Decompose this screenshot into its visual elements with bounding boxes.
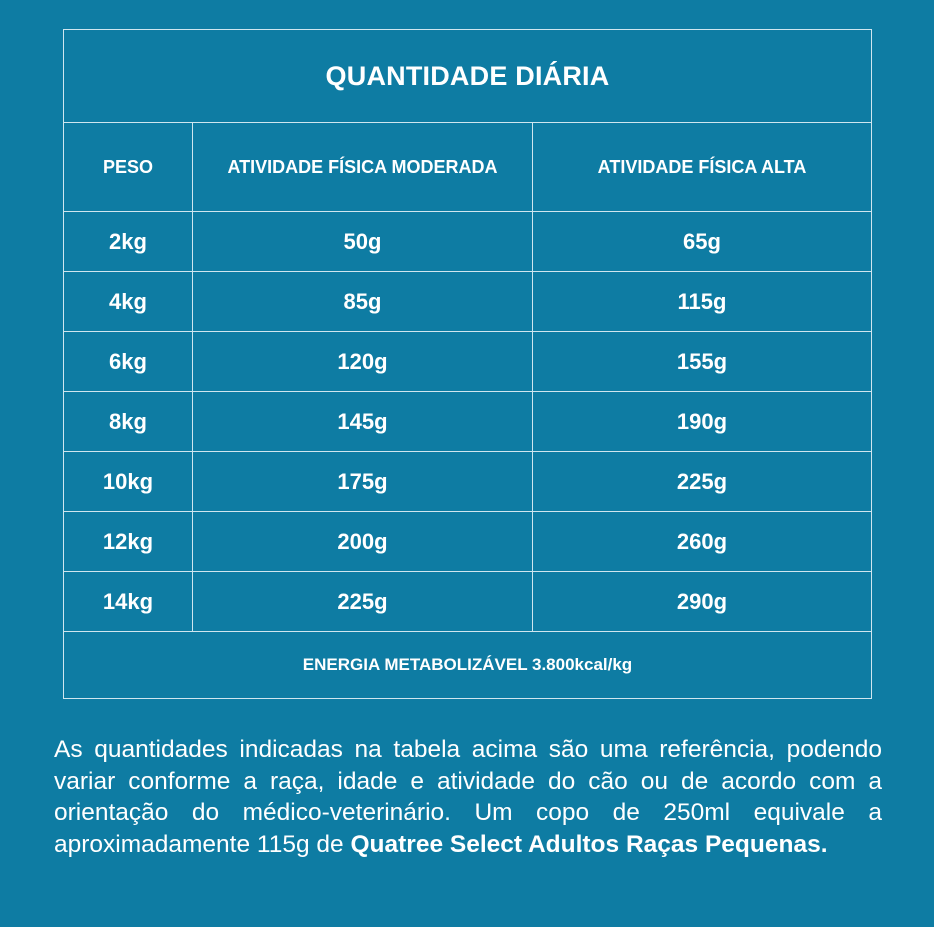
table-row — [64, 512, 872, 572]
table-row — [64, 332, 872, 392]
header-weight: PESO — [64, 123, 193, 212]
daily-quantity-table — [63, 29, 872, 699]
cell-weight: 10kg — [64, 452, 193, 512]
feeding-note — [54, 734, 882, 860]
cell-high: 65g — [533, 212, 872, 272]
cell-high: 190g — [533, 392, 872, 452]
cell-high: 155g — [533, 332, 872, 392]
cell-moderate: 145g — [193, 392, 533, 452]
header-high-activity: ATIVIDADE FÍSICA ALTA — [533, 123, 872, 212]
cell-moderate: 120g — [193, 332, 533, 392]
header-moderate-activity: ATIVIDADE FÍSICA MODERADA — [193, 123, 533, 212]
table-row — [64, 392, 872, 452]
cell-weight: 2kg — [64, 212, 193, 272]
cell-moderate: 50g — [193, 212, 533, 272]
table-row — [64, 452, 872, 512]
metabolizable-energy: ENERGIA METABOLIZÁVEL 3.800kcal/kg — [64, 632, 872, 699]
table-footer-row — [64, 632, 872, 699]
cell-moderate: 225g — [193, 572, 533, 632]
cell-weight: 12kg — [64, 512, 193, 572]
note-text: As quantidades indicadas na tabela acima são uma referência, podendo variar conforme a raça, idade e atividade do cão ou de acordo com a orientação do médico-veterinário. Um copo de 250ml equivale a aproximadamente 115g de — [54, 736, 882, 858]
cell-high: 115g — [533, 272, 872, 332]
cell-weight: 8kg — [64, 392, 193, 452]
table-title-row — [64, 30, 872, 123]
product-name: Quatree Select Adultos Raças Pequenas. — [350, 830, 828, 858]
cell-moderate: 175g — [193, 452, 533, 512]
feeding-table-container — [63, 29, 871, 699]
cell-moderate: 200g — [193, 512, 533, 572]
cell-high: 290g — [533, 572, 872, 632]
cell-weight: 14kg — [64, 572, 193, 632]
cell-weight: 4kg — [64, 272, 193, 332]
table-row — [64, 272, 872, 332]
table-row — [64, 212, 872, 272]
cell-high: 225g — [533, 452, 872, 512]
table-title: QUANTIDADE DIÁRIA — [64, 30, 872, 123]
cell-moderate: 85g — [193, 272, 533, 332]
table-header-row — [64, 123, 872, 212]
cell-high: 260g — [533, 512, 872, 572]
cell-weight: 6kg — [64, 332, 193, 392]
table-row — [64, 572, 872, 632]
